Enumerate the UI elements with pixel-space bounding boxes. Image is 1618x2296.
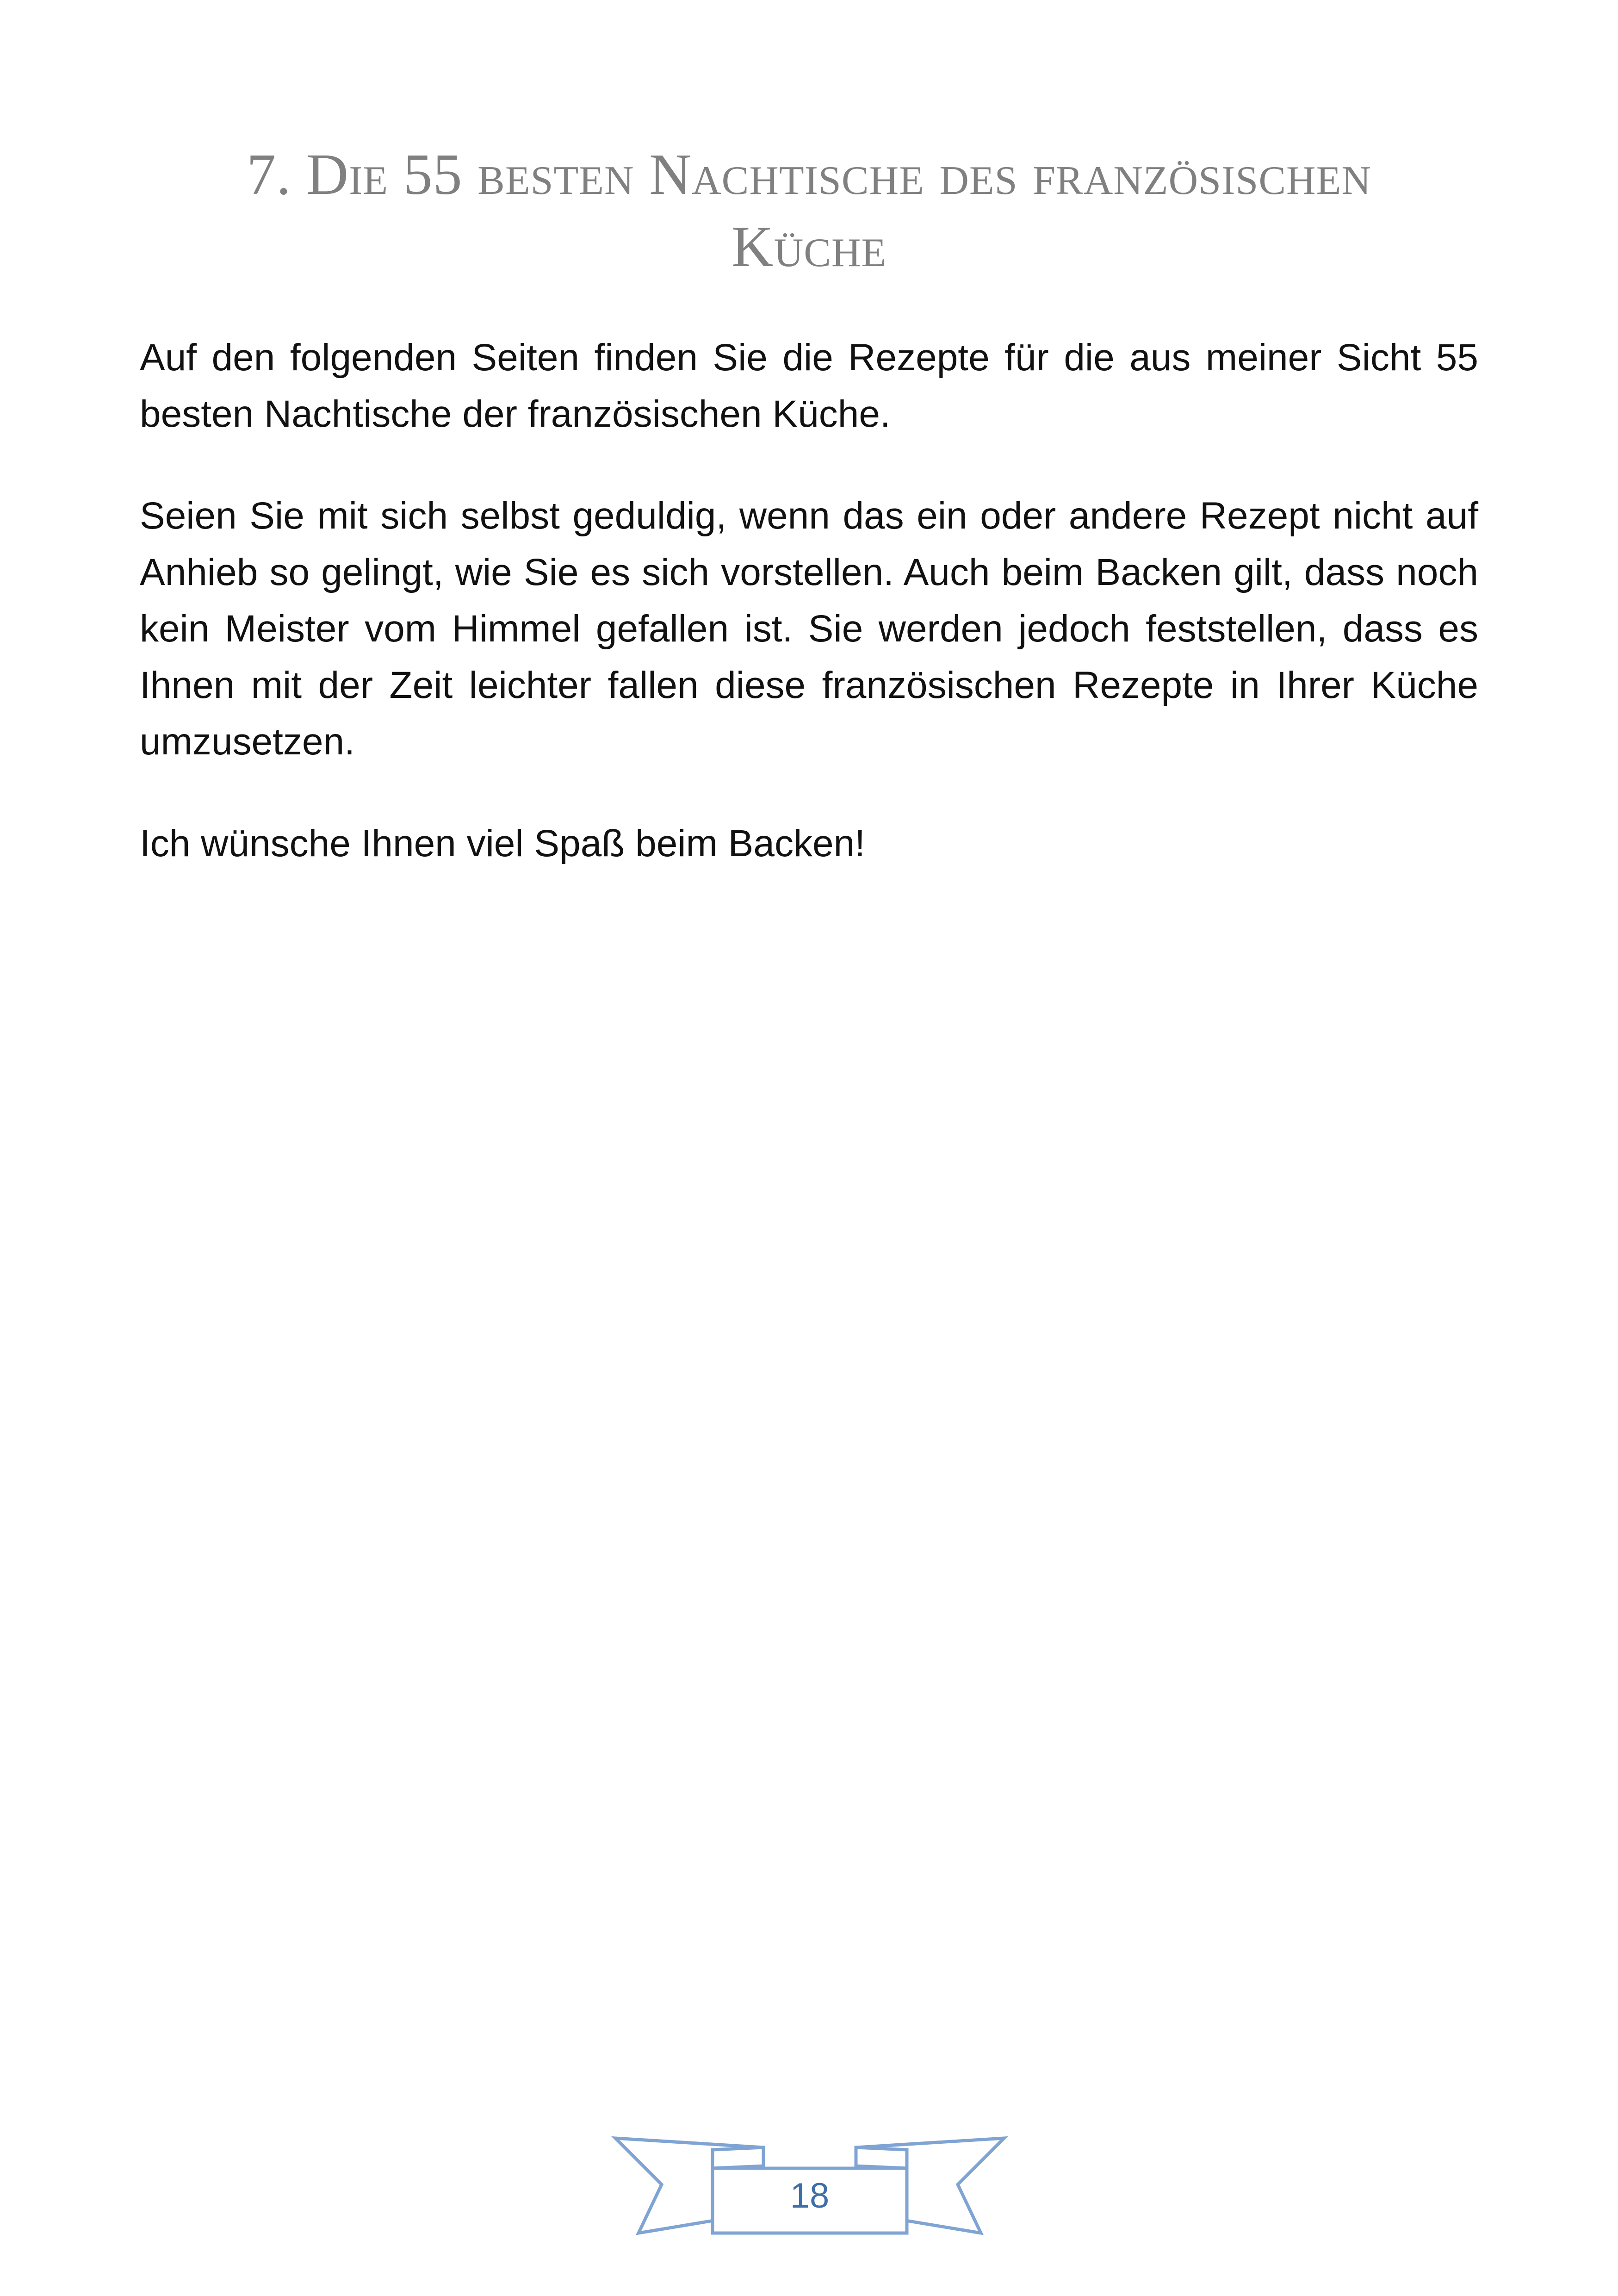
- page-number: 18: [790, 2176, 830, 2215]
- body-text: [140, 330, 1478, 917]
- paragraph-closing: Ich wünsche Ihnen viel Spaß beim Backen!: [140, 822, 865, 865]
- chapter-heading-line-2: Küche: [731, 215, 887, 279]
- ribbon-left-fold: [713, 2147, 763, 2168]
- chapter-heading: [139, 139, 1479, 283]
- ribbon-right-fold: [856, 2147, 907, 2168]
- paragraph-intro: Auf den folgenden Seiten finden Sie die Rezepte für die aus meiner Sicht 55 besten Nachtische der französischen Küche.: [140, 336, 1478, 435]
- chapter-heading-line-1: 7. Die 55 besten Nachtische des französischen: [247, 143, 1371, 207]
- paragraph-patience: Seien Sie mit sich selbst geduldig, wenn das ein oder andere Rezept nicht auf Anhieb so gelingt, wie Sie es sich vorstellen. Auch beim Backen gilt, dass noch kein Meister vom Himmel gefallen ist. Sie werden jedoch feststellen, dass es Ihnen mit der Zeit leichter fallen diese französischen Rezepte in Ihrer Küche umzusetzen.: [140, 495, 1478, 763]
